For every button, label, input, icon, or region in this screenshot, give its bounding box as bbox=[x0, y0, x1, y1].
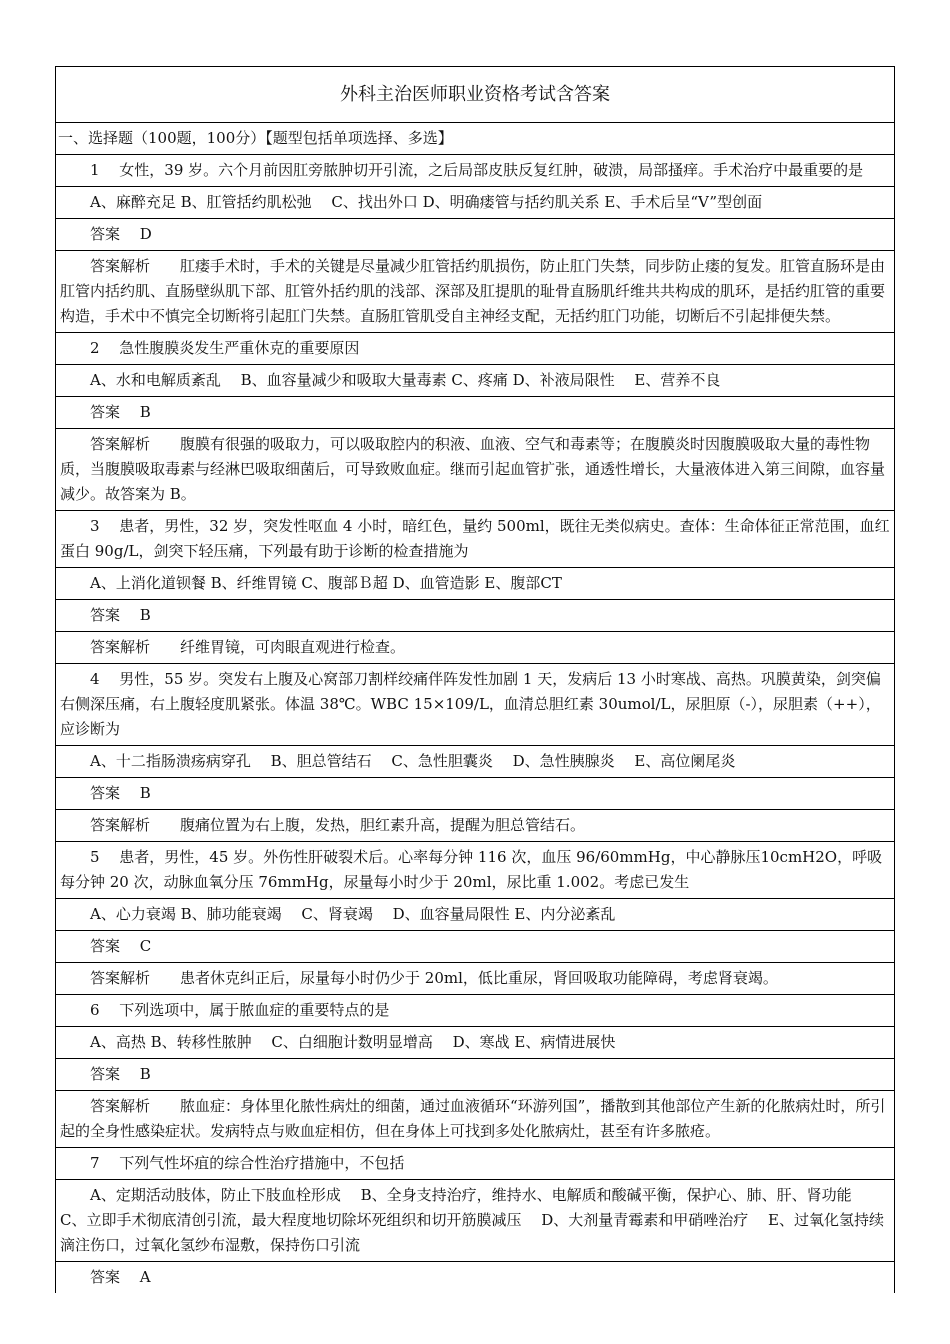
question-6-options: A、高热 B、转移性脓肿 C、白细胞计数明显增高 D、寒战 E、病情进展快 bbox=[56, 1027, 894, 1059]
question-6: 6 下列选项中，属于脓血症的重要特点的是 bbox=[56, 995, 894, 1027]
question-4-answer: 答案 B bbox=[56, 778, 894, 810]
question-5-answer: 答案 C bbox=[56, 931, 894, 963]
question-3-explanation: 答案解析 纤维胃镜，可肉眼直观进行检查。 bbox=[56, 632, 894, 664]
question-7: 7 下列气性坏疽的综合性治疗措施中，不包括 bbox=[56, 1148, 894, 1180]
section-heading: 一、选择题（100题，100分）【题型包括单项选择、多选】 bbox=[56, 123, 894, 155]
question-4-options: A、十二指肠溃疡病穿孔 B、胆总管结石 C、急性胆囊炎 D、急性胰腺炎 E、高位阑尾炎 bbox=[56, 746, 894, 778]
question-5-explanation: 答案解析 患者休克纠正后，尿量每小时仍少于 20ml，低比重尿，肾回吸取功能障碍，考虑肾衰竭。 bbox=[56, 963, 894, 995]
question-4-explanation: 答案解析 腹痛位置为右上腹，发热，胆红素升高，提醒为胆总管结石。 bbox=[56, 810, 894, 842]
question-1-options: A、麻醉充足 B、肛管括约肌松弛 C、找出外口 D、明确瘘管与括约肌关系 E、手术后呈“V”型创面 bbox=[56, 187, 894, 219]
question-6-answer: 答案 B bbox=[56, 1059, 894, 1091]
question-3-options: A、上消化道钡餐 B、纤维胃镜 C、腹部Ｂ超 D、血管造影 E、腹部CT bbox=[56, 568, 894, 600]
question-2-explanation: 答案解析 腹膜有很强的吸取力，可以吸取腔内的积液、血液、空气和毒素等；在腹膜炎时因腹膜吸取大量的毒性物质，当腹膜吸取毒素与经淋巴吸取细菌后，可导致败血症。继而引起血管扩张，通透性增长，大量液体进入第三间隙，血容量减少。故答案为 B。 bbox=[56, 429, 894, 511]
question-2-options: A、水和电解质紊乱 B、血容量减少和吸取大量毒素 C、疼痛 D、补液局限性 E、营养不良 bbox=[56, 365, 894, 397]
question-1-answer: 答案 D bbox=[56, 219, 894, 251]
page-title: 外科主治医师职业资格考试含答案 bbox=[56, 67, 894, 123]
question-7-answer: 答案 A bbox=[90, 1268, 151, 1286]
question-6-explanation: 答案解析 脓血症：身体里化脓性病灶的细菌，通过血液循环“环游列国”，播散到其他部位产生新的化脓病灶时，所引起的全身性感染症状。发病特点与败血症相仿，但在身体上可找到多处化脓病灶，甚至有许多脓疮。 bbox=[56, 1091, 894, 1148]
question-1: 1 女性，39 岁。六个月前因肛旁脓肿切开引流，之后局部皮肤反复红肿，破溃，局部搔痒。手术治疗中最重要的是 bbox=[56, 155, 894, 187]
question-1-explanation: 答案解析 肛瘘手术时，手术的关键是尽量减少肛管括约肌损伤，防止肛门失禁，同步防止瘘的复发。肛管直肠环是由肛管内括约肌、直肠壁纵肌下部、肛管外括约肌的浅部、深部及肛提肌的耻骨直肠肌纤维共共构成的肌环，是括约肛管的重要构造，手术中不慎完全切断将引起肛门失禁。直肠肛管肌受自主神经支配，无括约肛门功能，切断后不引起排便失禁。 bbox=[56, 251, 894, 333]
question-2-answer: 答案 B bbox=[56, 397, 894, 429]
question-3: 3 患者，男性，32 岁，突发性呕血 4 小时，暗红色，量约 500ml，既往无类似病史。查体：生命体征正常范围，血红蛋白 90g/L，剑突下轻压痛，下列最有助于诊断的检查措施为 bbox=[56, 511, 894, 568]
question-2: 2 急性腹膜炎发生严重休克的重要原因 bbox=[56, 333, 894, 365]
document-table bbox=[55, 66, 895, 1293]
question-5: 5 患者，男性，45 岁。外伤性肝破裂术后。心率每分钟 116 次，血压 96/60mmHg，中心静脉压10cmH2O，呼吸每分钟 20 次，动脉血氧分压 76mmHg，尿量每小时少于 20ml，尿比重 1.002。考虑已发生 bbox=[56, 842, 894, 899]
question-3-answer: 答案 B bbox=[56, 600, 894, 632]
question-7-options: A、定期活动肢体，防止下肢血栓形成 B、全身支持治疗，维持水、电解质和酸碱平衡，保护心、肺、肝、肾功能 C、立即手术彻底清创引流，最大程度地切除坏死组织和切开筋膜减压 D、大剂量青霉素和甲硝唑治疗 E、过氧化氢持续滴注伤口，过氧化氢纱布湿敷，保持伤口引流 bbox=[56, 1180, 894, 1262]
question-4: 4 男性，55 岁。突发右上腹及心窝部刀割样绞痛伴阵发性加剧 1 天，发病后 13 小时寒战、高热。巩膜黄染，剑突偏右侧深压痛，右上腹轻度肌紧张。体温 38℃。WBC 15×109/L，血清总胆红素 30umol/L，尿胆原（-），尿胆素（++），应诊断为 bbox=[56, 664, 894, 746]
question-5-options: A、心力衰竭 B、肺功能衰竭 C、肾衰竭 D、血容量局限性 E、内分泌紊乱 bbox=[56, 899, 894, 931]
